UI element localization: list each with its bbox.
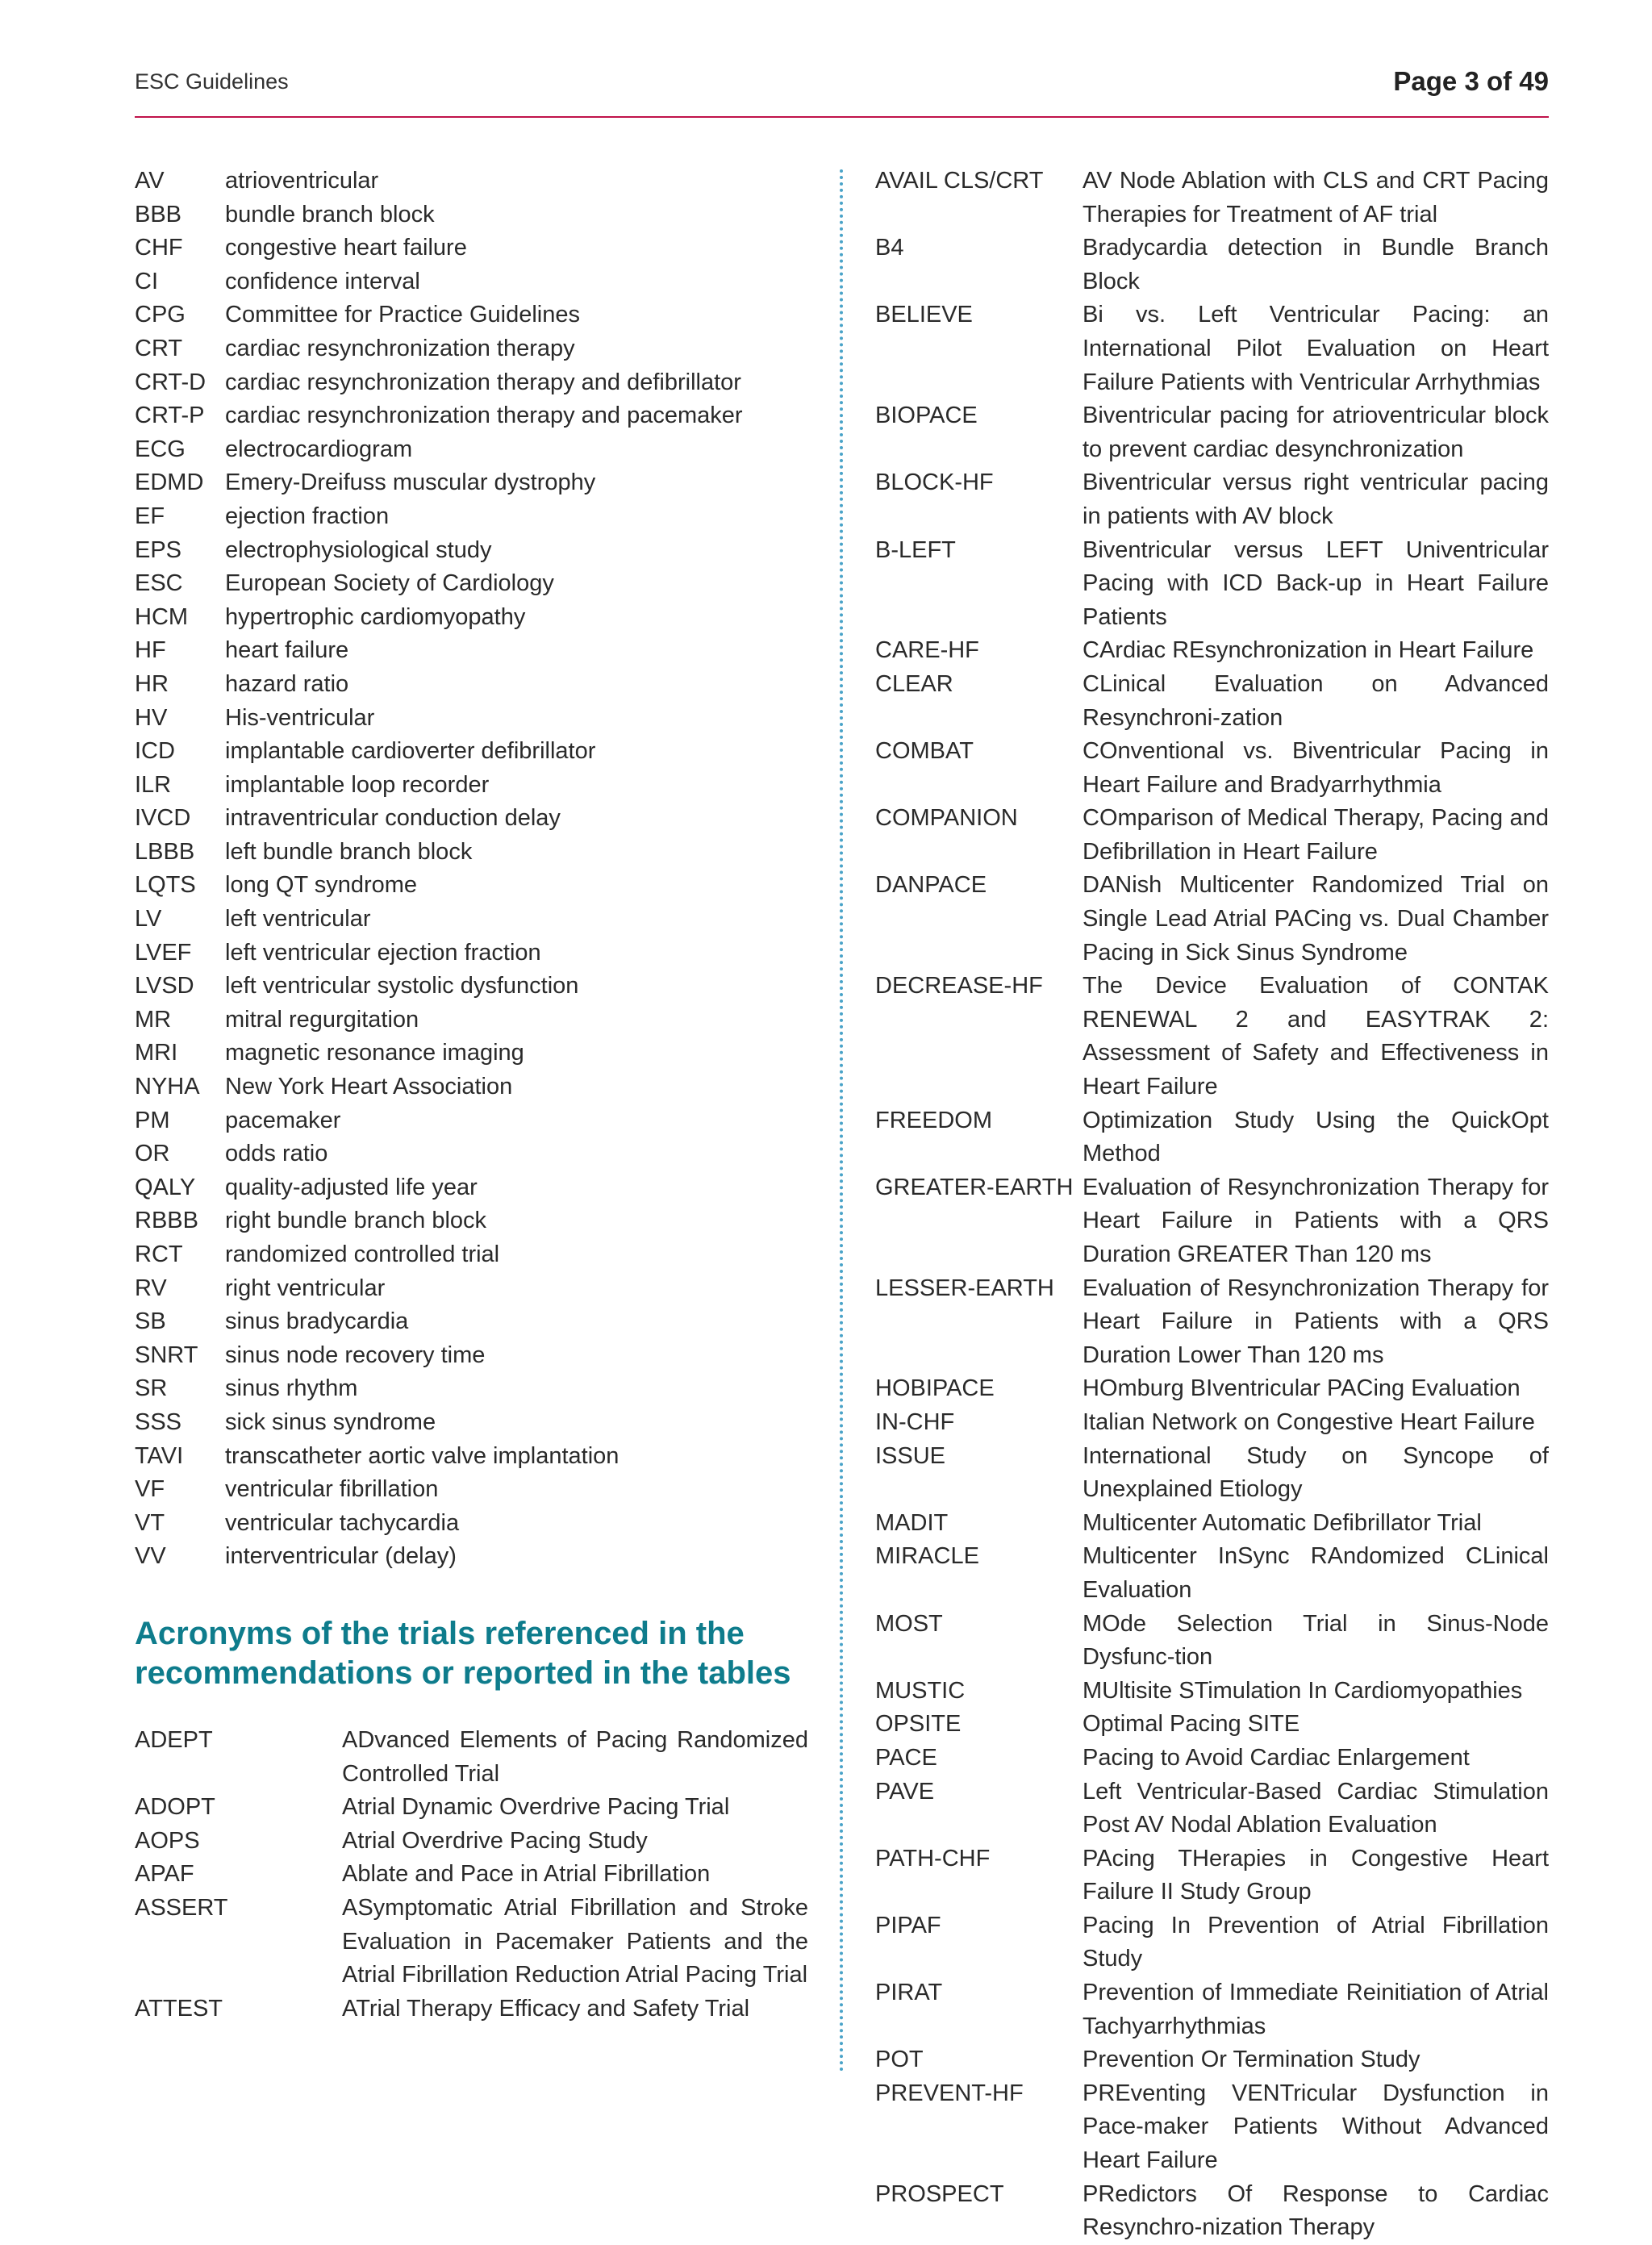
acronym: POT: [875, 2047, 924, 2073]
trial-row: [875, 1742, 1549, 1776]
acronym: LBBB: [135, 838, 195, 865]
acronym: B4: [875, 235, 904, 261]
acronym-definition: ASymptomatic Atrial Fibrillation and Stroke Evaluation in Pacemaker Patients and the Atrial Fibrillation Reduction Atrial Pacing Trial: [342, 1894, 808, 1988]
acronym-definition: ventricular tachycardia: [225, 1509, 460, 1536]
abbreviation-row: [135, 668, 808, 702]
acronym: ILR: [135, 771, 172, 798]
abbreviation-row: [135, 1372, 808, 1406]
acronym-definition: mitral regurgitation: [225, 1006, 419, 1033]
acronym: ASSERT: [135, 1894, 228, 1921]
trial-row: [875, 399, 1549, 466]
acronym-definition: Optimization Study Using the QuickOpt Method: [1083, 1107, 1549, 1167]
acronym-definition: European Society of Cardiology: [225, 570, 554, 597]
acronym: CRT-D: [135, 369, 206, 395]
acronym-definition: Emery-Dreifuss muscular dystrophy: [225, 469, 596, 496]
acronym: CLEAR: [875, 670, 953, 697]
abbreviation-row: [135, 1137, 808, 1171]
acronym: RCT: [135, 1241, 183, 1267]
acronym: HCM: [135, 603, 189, 630]
acronym: GREATER-EARTH: [875, 1174, 1074, 1200]
abbreviation-row: [135, 937, 808, 970]
acronym-definition: left ventricular systolic dysfunction: [225, 973, 579, 999]
acronym-definition: Biventricular versus right ventricular pacing in patients with AV block: [1083, 469, 1549, 529]
abbreviation-row: [135, 1507, 808, 1541]
abbreviation-row: [135, 332, 808, 366]
acronym-definition: Prevention of Immediate Reinitiation of Atrial Tachyarrhythmias: [1083, 1980, 1549, 2039]
acronym-definition: ejection fraction: [225, 503, 390, 529]
acronym: LESSER-EARTH: [875, 1275, 1054, 1301]
acronym-definition: Pacing In Prevention of Atrial Fibrillation Study: [1083, 1912, 1549, 1972]
header-divider: [135, 116, 1549, 118]
acronym: HOBIPACE: [875, 1375, 995, 1402]
trial-row: [875, 1440, 1549, 1507]
trial-row: [875, 1406, 1549, 1440]
acronym: ADOPT: [135, 1794, 215, 1821]
acronym-definition: interventricular (delay): [225, 1543, 457, 1570]
acronym: IN-CHF: [875, 1408, 955, 1435]
trial-row: [875, 668, 1549, 735]
abbreviation-row: [135, 1540, 808, 1574]
acronym: QALY: [135, 1174, 196, 1200]
acronym: ADEPT: [135, 1726, 213, 1753]
abbreviation-row: [135, 500, 808, 534]
abbreviation-row: [135, 802, 808, 836]
abbreviation-row: [135, 165, 808, 198]
trial-row: [135, 1993, 808, 2026]
acronym-definition: CArdiac REsynchronization in Heart Failure: [1083, 637, 1534, 664]
acronym-definition: hypertrophic cardiomyopathy: [225, 603, 526, 630]
trial-row: [875, 1776, 1549, 1842]
acronym-definition: Pacing to Avoid Cardiac Enlargement: [1083, 1744, 1470, 1771]
abbreviation-row: [135, 735, 808, 769]
acronym-definition: left ventricular ejection fraction: [225, 939, 541, 966]
acronym-definition: Prevention Or Termination Study: [1083, 2047, 1420, 2073]
trials-list-right: [875, 165, 1549, 2245]
abbreviation-row: [135, 1440, 808, 1474]
acronym: PAVE: [875, 1778, 935, 1805]
trials-section-heading: Acronyms of the trials referenced in the recommendations or reported in the tables: [135, 1615, 791, 1691]
acronym-definition: long QT syndrome: [225, 872, 418, 899]
acronym-definition: confidence interval: [225, 268, 420, 294]
trial-row: [875, 232, 1549, 298]
acronym-definition: Biventricular pacing for atrioventricular block to prevent cardiac desynchronization: [1083, 403, 1549, 462]
acronym-definition: Bi vs. Left Ventricular Pacing: an International Pilot Evaluation on Heart Failure Patients with Ventricular Arrhythmias: [1083, 302, 1549, 395]
acronym: ICD: [135, 738, 175, 765]
acronym-definition: electrophysiological study: [225, 536, 492, 563]
acronym: BLOCK-HF: [875, 469, 994, 496]
trial-row: [875, 869, 1549, 970]
abbreviation-row: [135, 366, 808, 400]
abbreviation-row: [135, 1406, 808, 1440]
acronym: NYHA: [135, 1074, 200, 1100]
acronym: VF: [135, 1476, 165, 1503]
acronym: PIRAT: [875, 1980, 943, 2006]
trial-row: [875, 1976, 1549, 2043]
abbreviation-row: [135, 433, 808, 467]
abbreviation-row: [135, 769, 808, 803]
acronym-definition: electrocardiogram: [225, 436, 413, 462]
abbreviation-row: [135, 903, 808, 937]
acronym-definition: congestive heart failure: [225, 235, 467, 261]
abbreviation-row: [135, 836, 808, 870]
trial-row: [875, 735, 1549, 802]
acronym-definition: hazard ratio: [225, 670, 349, 697]
acronym: EDMD: [135, 469, 204, 496]
abbreviation-row: [135, 232, 808, 265]
abbreviation-row: [135, 466, 808, 500]
acronym: BELIEVE: [875, 302, 973, 328]
acronym-definition: Left Ventricular-Based Cardiac Stimulation Post AV Nodal Ablation Evaluation: [1083, 1778, 1549, 1838]
acronym: EF: [135, 503, 165, 529]
abbreviation-row: [135, 869, 808, 903]
trial-row: [875, 2077, 1549, 2178]
acronym-definition: randomized controlled trial: [225, 1241, 500, 1267]
acronym: LVSD: [135, 973, 194, 999]
acronym: OR: [135, 1141, 170, 1167]
acronym-definition: transcatheter aortic valve implantation: [225, 1442, 620, 1469]
acronym: PACE: [875, 1744, 937, 1771]
acronym-definition: sinus rhythm: [225, 1375, 358, 1402]
trial-row: [875, 1540, 1549, 1607]
trial-row: [875, 1708, 1549, 1742]
acronym: CHF: [135, 235, 183, 261]
trial-row: [875, 534, 1549, 635]
trial-row: [135, 1791, 808, 1825]
abbreviations-list: [135, 165, 808, 1574]
acronym: DANPACE: [875, 872, 987, 899]
acronym-definition: magnetic resonance imaging: [225, 1040, 524, 1066]
acronym: IVCD: [135, 805, 191, 832]
acronym-definition: sinus node recovery time: [225, 1342, 486, 1368]
acronym: MADIT: [875, 1509, 949, 1536]
acronym: SSS: [135, 1408, 182, 1435]
acronym: SR: [135, 1375, 168, 1402]
acronym: HV: [135, 704, 168, 731]
acronym-definition: Optimal Pacing SITE: [1083, 1711, 1300, 1738]
left-column: [135, 165, 808, 2026]
trial-row: [875, 1272, 1549, 1373]
acronym-definition: MOde Selection Trial in Sinus-Node Dysfunc-tion: [1083, 1610, 1549, 1671]
acronym: SB: [135, 1308, 166, 1335]
acronym-definition: Biventricular versus LEFT Univentricular Pacing with ICD Back-up in Heart Failure Patients: [1083, 536, 1549, 630]
acronym-definition: cardiac resynchronization therapy: [225, 335, 575, 361]
column-divider: [840, 169, 843, 2073]
trial-row: [875, 1104, 1549, 1171]
acronym-definition: AV Node Ablation with CLS and CRT Pacing Therapies for Treatment of AF trial: [1083, 168, 1549, 227]
acronym-definition: MUltisite STimulation In Cardiomyopathies: [1083, 1677, 1523, 1704]
acronym-definition: Atrial Overdrive Pacing Study: [342, 1827, 648, 1854]
acronym: AVAIL CLS/CRT: [875, 168, 1044, 194]
trial-row: [875, 1507, 1549, 1541]
acronym: DECREASE-HF: [875, 973, 1043, 999]
abbreviation-row: [135, 1305, 808, 1339]
acronym: MUSTIC: [875, 1677, 966, 1704]
acronym-definition: International Study on Syncope of Unexplained Etiology: [1083, 1442, 1549, 1503]
trial-row: [875, 970, 1549, 1104]
acronym: MIRACLE: [875, 1543, 979, 1570]
acronym-definition: quality-adjusted life year: [225, 1174, 478, 1200]
acronym: ECG: [135, 436, 186, 462]
acronym: ISSUE: [875, 1442, 946, 1469]
acronym: LQTS: [135, 872, 196, 899]
acronym-definition: Atrial Dynamic Overdrive Pacing Trial: [342, 1794, 730, 1821]
acronym-definition: COmparison of Medical Therapy, Pacing and Defibrillation in Heart Failure: [1083, 805, 1549, 865]
acronym: PROSPECT: [875, 2180, 1004, 2207]
acronym: ATTEST: [135, 1995, 223, 2022]
acronym-definition: left ventricular: [225, 906, 371, 933]
abbreviation-row: [135, 1104, 808, 1138]
acronym-definition: cardiac resynchronization therapy and defibrillator: [225, 369, 741, 395]
abbreviation-row: [135, 399, 808, 433]
abbreviation-row: [135, 1473, 808, 1507]
abbreviation-row: [135, 1070, 808, 1104]
acronym-definition: right ventricular: [225, 1275, 386, 1301]
trial-row: [875, 1842, 1549, 1909]
acronym-definition: Evaluation of Resynchronization Therapy for Heart Failure in Patients with a QRS Duration GREATER Than 120 ms: [1083, 1174, 1549, 1267]
abbreviation-row: [135, 1339, 808, 1373]
acronym-definition: CLinical Evaluation on Advanced Resynchroni-zation: [1083, 670, 1549, 731]
acronym: EPS: [135, 536, 182, 563]
acronym-definition: Ablate and Pace in Atrial Fibrillation: [342, 1861, 711, 1888]
trial-row: [875, 634, 1549, 668]
acronym: MOST: [875, 1610, 943, 1637]
acronym-definition: Evaluation of Resynchronization Therapy for Heart Failure in Patients with a QRS Duration Lower Than 120 ms: [1083, 1275, 1549, 1368]
acronym: TAVI: [135, 1442, 184, 1469]
acronym-definition: Italian Network on Congestive Heart Failure: [1083, 1408, 1535, 1435]
acronym: BIOPACE: [875, 403, 978, 429]
acronym-definition: Bradycardia detection in Bundle Branch Block: [1083, 235, 1549, 294]
acronym: CI: [135, 268, 158, 294]
acronym: PREVENT-HF: [875, 2080, 1024, 2106]
abbreviation-row: [135, 265, 808, 299]
acronym-definition: His-ventricular: [225, 704, 375, 731]
journal-name: ESC Guidelines: [135, 69, 289, 94]
acronym-definition: HOmburg BIventricular PACing Evaluation: [1083, 1375, 1521, 1402]
acronym-definition: intraventricular conduction delay: [225, 805, 561, 832]
acronym: MRI: [135, 1040, 178, 1066]
acronym: COMPANION: [875, 805, 1018, 832]
abbreviation-row: [135, 198, 808, 232]
acronym-definition: cardiac resynchronization therapy and pacemaker: [225, 403, 743, 429]
trial-row: [875, 165, 1549, 232]
page-number: Page 3 of 49: [1393, 66, 1549, 96]
acronym-definition: sick sinus syndrome: [225, 1408, 436, 1435]
acronym: LV: [135, 906, 162, 933]
acronym-definition: ventricular fibrillation: [225, 1476, 439, 1503]
acronym: PATH-CHF: [875, 1845, 991, 1872]
acronym: HF: [135, 637, 166, 664]
acronym-definition: bundle branch block: [225, 201, 435, 227]
trial-row: [875, 2043, 1549, 2077]
right-column: [875, 165, 1549, 2245]
acronym: CARE-HF: [875, 637, 979, 664]
acronym: COMBAT: [875, 738, 974, 765]
acronym: MR: [135, 1006, 172, 1033]
acronym-definition: implantable loop recorder: [225, 771, 490, 798]
trial-row: [875, 1171, 1549, 1272]
acronym-definition: ADvanced Elements of Pacing Randomized Controlled Trial: [342, 1726, 808, 1787]
abbreviation-row: [135, 601, 808, 635]
acronym-definition: Multicenter Automatic Defibrillator Trial: [1083, 1509, 1482, 1536]
acronym: APAF: [135, 1861, 194, 1888]
acronym: CRT-P: [135, 403, 205, 429]
abbreviation-row: [135, 1004, 808, 1037]
acronym: VT: [135, 1509, 165, 1536]
acronym-definition: New York Heart Association: [225, 1074, 513, 1100]
abbreviation-row: [135, 298, 808, 332]
abbreviation-row: [135, 1238, 808, 1272]
trial-row: [135, 1858, 808, 1892]
acronym: ESC: [135, 570, 183, 597]
acronym-definition: PAcing THerapies in Congestive Heart Failure II Study Group: [1083, 1845, 1549, 1905]
trial-row: [135, 1892, 808, 1993]
trial-row: [875, 2178, 1549, 2245]
abbreviation-row: [135, 567, 808, 601]
abbreviation-row: [135, 1037, 808, 1070]
trial-row: [875, 802, 1549, 869]
trial-row: [135, 1825, 808, 1859]
acronym: CPG: [135, 302, 186, 328]
acronym-definition: Committee for Practice Guidelines: [225, 302, 580, 328]
acronym-definition: heart failure: [225, 637, 349, 664]
acronym-definition: pacemaker: [225, 1107, 341, 1133]
acronym: AV: [135, 168, 165, 194]
trial-row: [875, 1608, 1549, 1675]
abbreviation-row: [135, 970, 808, 1004]
acronym: SNRT: [135, 1342, 198, 1368]
acronym: OPSITE: [875, 1711, 962, 1738]
acronym: B-LEFT: [875, 536, 956, 563]
acronym-definition: PREventing VENTricular Dysfunction in Pace-maker Patients Without Advanced Heart Failure: [1083, 2080, 1549, 2174]
acronym: LVEF: [135, 939, 192, 966]
trial-row: [135, 1724, 808, 1791]
trial-row: [875, 1372, 1549, 1406]
trial-row: [875, 1675, 1549, 1709]
abbreviation-row: [135, 1204, 808, 1238]
acronym: CRT: [135, 335, 183, 361]
abbreviation-row: [135, 634, 808, 668]
acronym: PM: [135, 1107, 170, 1133]
abbreviation-row: [135, 1171, 808, 1205]
acronym-definition: Multicenter InSync RAndomized CLinical Evaluation: [1083, 1543, 1549, 1603]
acronym: VV: [135, 1543, 166, 1570]
acronym: HR: [135, 670, 169, 697]
trial-row: [875, 1909, 1549, 1976]
acronym-definition: left bundle branch block: [225, 838, 473, 865]
acronym-definition: sinus bradycardia: [225, 1308, 409, 1335]
acronym-definition: PRedictors Of Response to Cardiac Resynchro-nization Therapy: [1083, 2180, 1549, 2241]
acronym: RV: [135, 1275, 167, 1301]
abbreviation-row: [135, 702, 808, 736]
acronym-definition: implantable cardioverter defibrillator: [225, 738, 596, 765]
abbreviation-row: [135, 1272, 808, 1306]
trials-list-left: [135, 1724, 808, 2026]
acronym-definition: The Device Evaluation of CONTAK RENEWAL 2 and EASYTRAK 2: Assessment of Safety and Effectiveness in Heart Failure: [1083, 973, 1549, 1100]
acronym-definition: DANish Multicenter Randomized Trial on Single Lead Atrial PACing vs. Dual Chamber Pacing in Sick Sinus Syndrome: [1083, 872, 1549, 966]
acronym-definition: odds ratio: [225, 1141, 328, 1167]
acronym: PIPAF: [875, 1912, 941, 1938]
acronym-definition: ATrial Therapy Efficacy and Safety Trial: [342, 1995, 750, 2022]
trial-row: [875, 466, 1549, 533]
abbreviation-row: [135, 534, 808, 568]
acronym-definition: atrioventricular: [225, 168, 379, 194]
acronym: FREEDOM: [875, 1107, 992, 1133]
acronym-definition: right bundle branch block: [225, 1208, 487, 1234]
acronym: AOPS: [135, 1827, 200, 1854]
acronym: BBB: [135, 201, 182, 227]
trial-row: [875, 298, 1549, 399]
acronym: RBBB: [135, 1208, 198, 1234]
acronym-definition: COnventional vs. Biventricular Pacing in Heart Failure and Bradyarrhythmia: [1083, 738, 1549, 798]
